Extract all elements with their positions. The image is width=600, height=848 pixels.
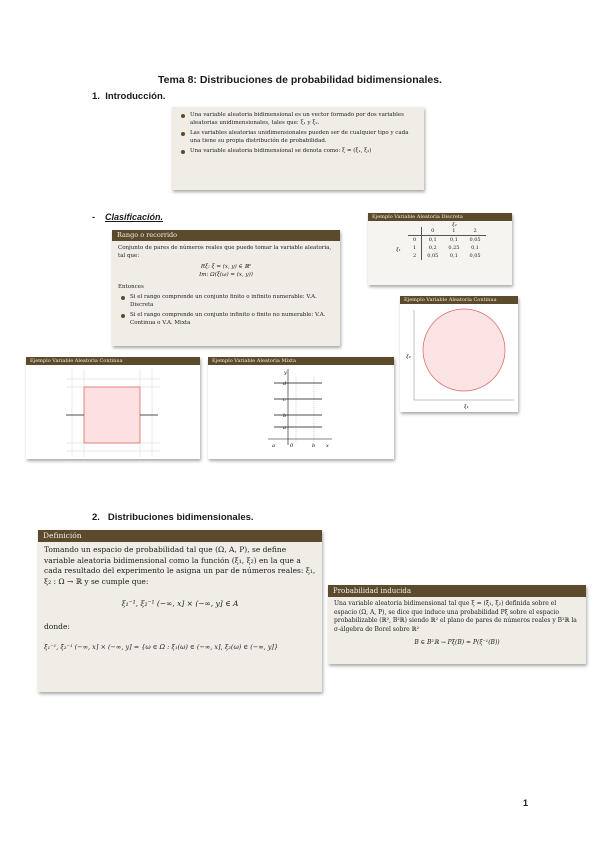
definicion-text: Tomando un espacio de probabilidad tal que (Ω, A, P), se define variable aleatoria bidimensional como la función (ξ₁, ξ₂) en la que a cada resultado del experimento le asigna un par de números reales: ξ₁, ξ₂ : Ω → ℝ y se cumple que:	[44, 545, 316, 586]
discreta-cell: 0,05	[469, 253, 481, 259]
mixta-plot	[208, 365, 394, 459]
continua-y-label: ξ₂	[406, 354, 411, 360]
clasificacion-dash: -	[92, 212, 95, 222]
support-square	[84, 387, 140, 443]
continua-square-figure	[26, 357, 200, 459]
mixta-label: c	[283, 397, 286, 403]
discreta-cell: 0,1	[428, 237, 437, 243]
mixta-label: a	[283, 425, 286, 431]
definicion-eq2: ξ₁⁻¹, ξ₂⁻¹ (−∞, x] × (−∞, y] = {ω ∈ Ω : ξ₁(ω) ∈ (−∞, x], ξ₂(ω) ∈ (−∞, y]}	[44, 643, 279, 651]
section2-title: Distribuciones bidimensionales.	[107, 512, 254, 523]
inducida-text: Una variable aleatoria bidimensional tal que ξ = (ξ₁, ξ₂) definida sobre el espacio (Ω, A, P), se dice que induce una probabilidad Pξ sobre el espacio probabilizable (ℝ², B²ℝ) siendo ℝ² el plano de pares de números reales y B²ℝ la σ-álgebra de Borel sobre ℝ²	[334, 600, 577, 633]
inducida-box-header: Probabilidad inducida	[328, 585, 586, 597]
inducida-box	[328, 585, 586, 664]
discreta-header-cell: 0	[431, 228, 435, 234]
definicion-eq1: ξ₁⁻¹, ξ₂⁻¹ (−∞, x] × (−∞, y] ∈ A	[121, 599, 239, 608]
continua-x-label: ξ₁	[464, 404, 469, 410]
clasificacion-heading	[92, 212, 163, 222]
discreta-col-label: ξ₂	[452, 222, 457, 228]
intro-item-2: Las variables aleatorias unidimensionales pueden ser de cualquier tipo y cada una tiene su propia distribución de probabilidad.	[190, 129, 418, 145]
definicion-donde: donde:	[44, 621, 70, 631]
definicion-box	[38, 530, 322, 692]
section2-number: 2.	[92, 512, 100, 523]
discreta-header-cell	[408, 227, 422, 236]
mixta-label: b	[312, 443, 316, 449]
section1-number: 1.	[92, 91, 100, 102]
page-title: Tema 8: Distribuciones de probabilidad bidimensionales.	[158, 74, 442, 86]
section1-title: Introducción.	[105, 91, 166, 102]
mixta-figure-header: Ejemplo Variable Aleatoria Mixta	[208, 357, 394, 365]
mixta-label: b	[283, 413, 287, 419]
continua-circle-figure-header: Ejemplo Variable Aleatoria Continua	[400, 296, 518, 304]
discreta-figure-header: Ejemplo Variable Aleatoria Discreta	[368, 213, 512, 221]
section1-heading	[92, 91, 165, 102]
mixta-figure	[208, 357, 394, 459]
continua-square-plot	[26, 365, 200, 459]
section2-heading	[92, 512, 254, 523]
discreta-cell: 0,05	[469, 237, 481, 243]
mixta-label: d	[283, 381, 287, 387]
rango-box	[112, 230, 340, 346]
discreta-row-label: ξ₁	[396, 247, 401, 253]
definicion-box-header: Definición	[38, 530, 322, 542]
discreta-cell: 0,25	[448, 245, 460, 251]
continua-square-figure-header: Ejemplo Variable Aleatoria Continua	[26, 357, 200, 365]
discreta-cell: 0,1	[471, 245, 480, 251]
intro-item-3: Una variable aleatoria bidimensional se denota como: ξ = (ξ₁, ξ₂)	[190, 147, 418, 155]
discreta-cell: 0,2	[428, 245, 437, 251]
page-number: 1	[522, 798, 528, 808]
intro-item-1: Una variable aleatoria bidimensional es un vector formado por dos variables aleatorias unidimensionales, tales que: ξ₁ y ξ₂.	[190, 111, 418, 127]
intro-box	[172, 107, 424, 190]
discreta-cell: 0,1	[449, 253, 458, 259]
rango-eq2: Im: Ω(ξ(ω) = (x, y))	[199, 272, 253, 278]
discreta-cell: 1	[408, 244, 422, 252]
discreta-header-cell: 1	[452, 228, 456, 234]
discreta-cell: 0,1	[449, 237, 458, 243]
discreta-cell: 0,05	[427, 253, 439, 259]
clasificacion-title: Clasificación.	[105, 212, 164, 222]
discreta-cell: 0	[408, 236, 422, 245]
discreta-figure	[368, 213, 512, 285]
support-circle	[423, 309, 505, 391]
inducida-eq: B ∈ B²ℝ → Pξ(B) = P(ξ⁻¹(B))	[414, 639, 500, 646]
rango-box-header: Rango o recorrido	[112, 230, 340, 241]
discreta-header-cell: 2	[473, 228, 477, 234]
rango-item-1: Si el rango comprende un conjunto finito o infinito numerable: V.A. Discreta	[130, 293, 334, 309]
continua-circle-plot	[400, 304, 518, 412]
mixta-label: 0	[290, 443, 294, 449]
rango-item-2: Si el rango comprende un conjunto infinito o finito no numerable: V.A. Continua o V.A. Mixta	[130, 311, 334, 327]
mixta-label: x	[326, 443, 329, 449]
discreta-table	[408, 227, 486, 260]
mixta-label: a	[272, 443, 275, 449]
rango-intro: Conjunto de pares de números reales que puede tomar la variable aleatoria, tal que:	[118, 245, 332, 259]
discreta-cell: 2	[408, 252, 422, 260]
rango-entonces: Entonces	[118, 284, 144, 290]
rango-eq1: Rξ: ξ = (x, y) ∈ ℝ²	[200, 264, 252, 270]
mixta-label: y	[284, 370, 287, 376]
continua-circle-figure	[400, 296, 518, 412]
